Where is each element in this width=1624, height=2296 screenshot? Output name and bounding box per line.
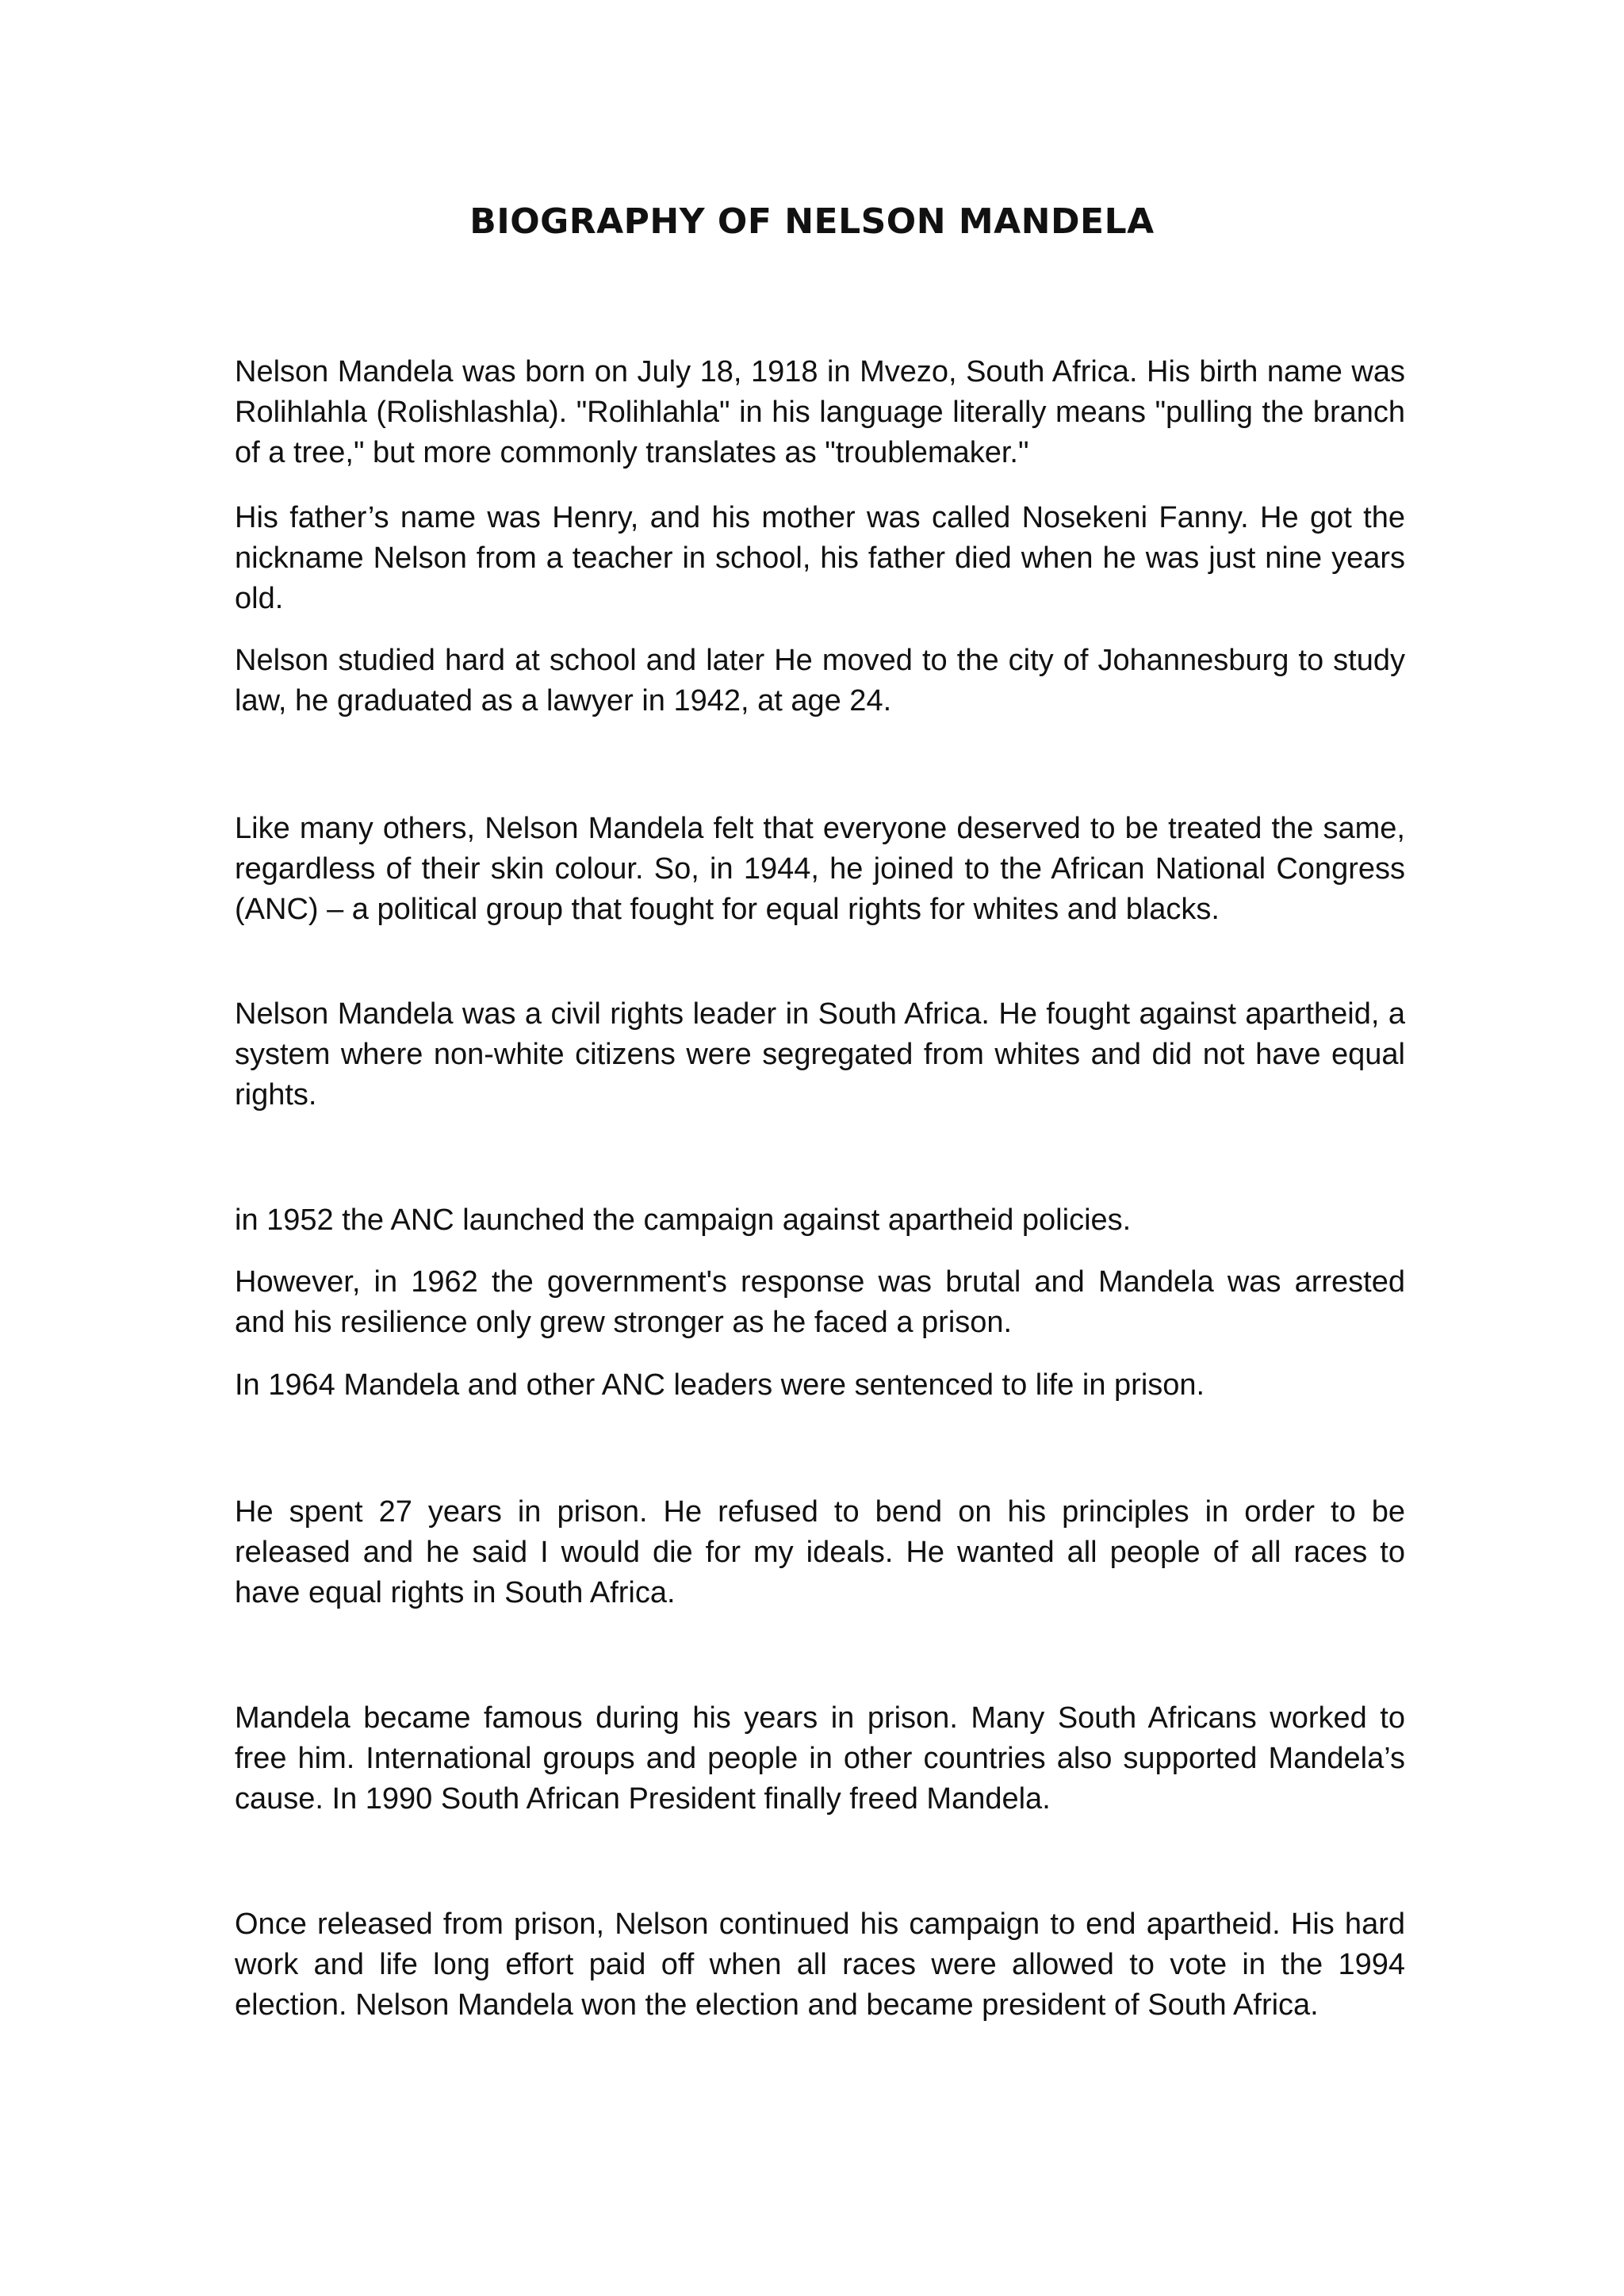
paragraph-civil-rights: Nelson Mandela was a civil rights leader in South Africa. He fought against apartheid, a system where non-white citizens were segregated from whites and did not have equal rights. [235, 997, 1405, 1112]
paragraph-1964-sentence: In 1964 Mandela and other ANC leaders were sentenced to life in prison. [235, 1368, 1205, 1402]
paragraph-presidency: Once released from prison, Nelson continued his campaign to end apartheid. His hard work and life long effort paid off when all races were allowed to vote in the 1994 election. Nelson Mandela won the election and became president of South Africa. [235, 1908, 1405, 2022]
paragraph-fame-release: Mandela became famous during his years in prison. Many South Africans worked to free him. International groups and people in other countries also supported Mandela’s cause. In 1990 South African President finally freed Mandela. [235, 1701, 1405, 1816]
paragraph-1952-campaign: in 1952 the ANC launched the campaign against apartheid policies. [235, 1203, 1132, 1237]
paragraph-birth: Nelson Mandela was born on July 18, 1918 in Mvezo, South Africa. His birth name was Rolihlahla (Rolishlashla). "Rolihlahla" in his language literally means "pulling the branch of a tree," but more commonly translates as "troublemaker." [235, 355, 1405, 469]
paragraph-prison-years: He spent 27 years in prison. He refused to bend on his principles in order to be released and he said I would die for my ideals. He wanted all people of all races to have equal rights in South Africa. [235, 1495, 1405, 1609]
paragraph-education: Nelson studied hard at school and later He moved to the city of Johannesburg to study law, he graduated as a lawyer in 1942, at age 24. [235, 644, 1405, 718]
paragraph-family: His father’s name was Henry, and his mother was called Nosekeni Fanny. He got the nickname Nelson from a teacher in school, his father died when he was just nine years old. [235, 501, 1405, 615]
document-title: BIOGRAPHY OF NELSON MANDELA [469, 201, 1155, 242]
paragraph-anc: Like many others, Nelson Mandela felt that everyone deserved to be treated the same, regardless of their skin colour. So, in 1944, he joined to the African National Congress (ANC) – a political group that fought for equal rights for whites and blacks. [235, 812, 1405, 926]
paragraph-1962-arrest: However, in 1962 the government's response was brutal and Mandela was arrested and his resilience only grew stronger as he faced a prison. [235, 1265, 1405, 1339]
